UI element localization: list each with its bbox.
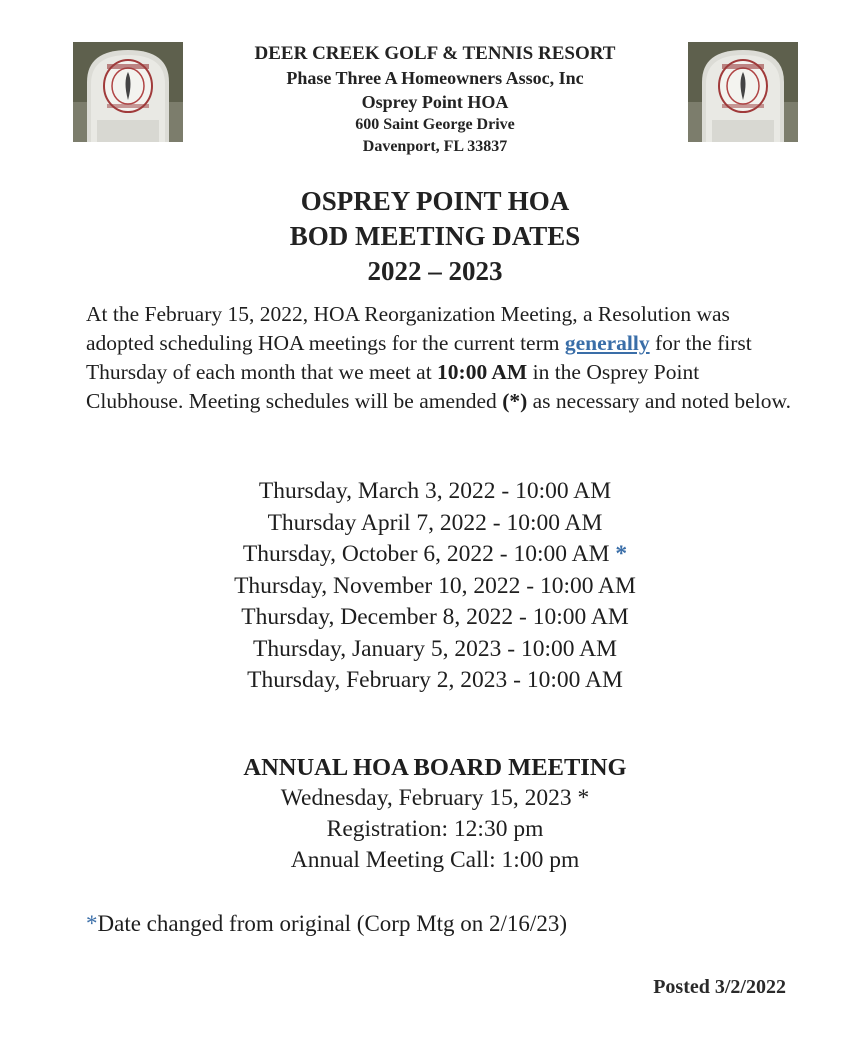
meeting-date-row bbox=[120, 665, 750, 697]
city-address: Davenport, FL 33837 bbox=[362, 138, 508, 155]
sign-photo-icon bbox=[73, 42, 183, 142]
meeting-date-text: Thursday, October 6, 2022 - 10:00 AM bbox=[242, 541, 610, 567]
intro-text-1: At the February 15, 2022, HOA Reorganization Meeting, a Resolution was adopted scheduling HOA meetings for the current term bbox=[86, 302, 730, 355]
intro-text-3: in the Osprey Point Clubhouse. Meeting schedules will be amended bbox=[86, 360, 700, 413]
annual-meeting-call: Annual Meeting Call: 1:00 pm bbox=[290, 847, 580, 873]
meeting-dates-list bbox=[120, 476, 750, 697]
posted-date: Posted 3/2/2022 bbox=[653, 976, 786, 998]
intro-text-4: as necessary and noted below. bbox=[527, 389, 791, 413]
date-change-footnote bbox=[86, 909, 786, 939]
street-address: 600 Saint George Drive bbox=[355, 116, 515, 133]
changed-date-star: * bbox=[615, 541, 628, 567]
sign-photo-icon bbox=[688, 42, 798, 142]
meeting-date-text: Thursday, January 5, 2023 - 10:00 AM bbox=[253, 635, 617, 662]
meeting-date-text: Thursday April 7, 2022 - 10:00 AM bbox=[267, 509, 603, 536]
resort-name: DEER CREEK GOLF & TENNIS RESORT bbox=[254, 43, 616, 64]
footnote-star: * bbox=[86, 911, 98, 936]
hoa-name: Osprey Point HOA bbox=[361, 92, 509, 112]
osprey-point-logo-left bbox=[73, 42, 183, 142]
osprey-point-logo-right bbox=[688, 42, 798, 142]
title-line-years: 2022 – 2023 bbox=[367, 256, 503, 286]
association-name: Phase Three A Homeowners Assoc, Inc bbox=[286, 68, 584, 88]
meeting-date-row bbox=[120, 508, 750, 540]
footnote-text: Date changed from original (Corp Mtg on 2/16/23) bbox=[97, 911, 567, 936]
meeting-date-row bbox=[120, 571, 750, 603]
meeting-date-row bbox=[120, 539, 750, 571]
meeting-date-text: Thursday, February 2, 2023 - 10:00 AM bbox=[247, 667, 623, 693]
meeting-date-text: Thursday, March 3, 2022 - 10:00 AM bbox=[258, 478, 612, 504]
generally-link[interactable]: generally bbox=[564, 331, 650, 355]
intro-text-2: for the first Thursday of each month that we meet at bbox=[86, 331, 752, 384]
intro-paragraph bbox=[86, 300, 796, 416]
meeting-time: 10:00 AM bbox=[437, 360, 528, 384]
meeting-date-row bbox=[120, 476, 750, 508]
annual-meeting-registration: Registration: 12:30 pm bbox=[326, 816, 544, 842]
meeting-date-text: Thursday, December 8, 2022 - 10:00 AM bbox=[241, 604, 629, 630]
title-line-hoa: OSPREY POINT HOA bbox=[300, 186, 570, 216]
document-title bbox=[90, 184, 780, 289]
annual-meeting-date: Wednesday, February 15, 2023 * bbox=[280, 785, 590, 811]
annual-meeting-heading: ANNUAL HOA BOARD MEETING bbox=[243, 754, 627, 781]
letterhead bbox=[190, 42, 680, 158]
annual-meeting-section bbox=[120, 752, 750, 876]
title-line-meeting-dates: BOD MEETING DATES bbox=[289, 221, 581, 251]
amended-marker: (*) bbox=[502, 389, 528, 413]
meeting-date-text: Thursday, November 10, 2022 - 10:00 AM bbox=[234, 572, 636, 599]
meeting-date-row bbox=[120, 602, 750, 634]
meeting-date-row bbox=[120, 634, 750, 666]
